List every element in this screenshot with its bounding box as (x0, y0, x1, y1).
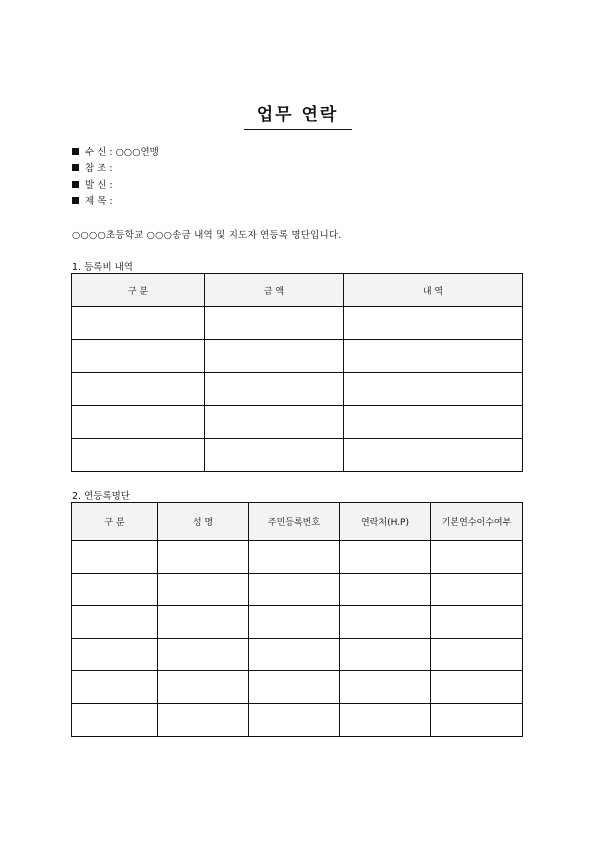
table-row (72, 373, 523, 406)
table-cell[interactable] (72, 307, 205, 340)
table-cell[interactable] (344, 340, 523, 373)
table-row (72, 638, 523, 671)
table-row (72, 439, 523, 472)
table-cell[interactable] (158, 671, 249, 704)
table-cell[interactable] (72, 606, 158, 639)
table-cell[interactable] (158, 638, 249, 671)
table-cell[interactable] (249, 606, 340, 639)
table-cell[interactable] (431, 573, 523, 606)
recipient-value: ○○○연맹 (112, 147, 159, 158)
table-cell[interactable] (72, 406, 205, 439)
table-cell[interactable] (431, 638, 523, 671)
table-row (72, 573, 523, 606)
memo-header-fields (72, 145, 159, 210)
table-cell[interactable] (158, 573, 249, 606)
table-cell[interactable] (340, 638, 431, 671)
reference-row (72, 161, 159, 177)
table-row (72, 541, 523, 574)
table-cell[interactable] (340, 541, 431, 574)
table-row (72, 606, 523, 639)
table-cell[interactable] (72, 439, 205, 472)
table-cell[interactable] (72, 671, 158, 704)
table-cell[interactable] (344, 373, 523, 406)
table-cell[interactable] (431, 703, 523, 736)
reference-label: 참 조 : (85, 163, 113, 175)
column-header-basic-training: 기본연수이수여부 (431, 503, 523, 541)
table-cell[interactable] (249, 703, 340, 736)
square-bullet-icon (72, 148, 79, 155)
column-header-category: 구 분 (72, 274, 205, 307)
sender-label: 발 신 : (85, 179, 113, 191)
registration-roster-table (71, 502, 523, 737)
table-cell[interactable] (205, 439, 344, 472)
table-cell[interactable] (72, 373, 205, 406)
column-header-category: 구 분 (72, 503, 158, 541)
table-cell[interactable] (344, 439, 523, 472)
table-cell[interactable] (340, 703, 431, 736)
table-row (72, 703, 523, 736)
title-wrapper (0, 100, 595, 130)
subject-label: 제 목 : (85, 195, 113, 207)
table-cell[interactable] (344, 406, 523, 439)
table-cell[interactable] (158, 541, 249, 574)
table-row (72, 671, 523, 704)
column-header-contact: 연락처(H.P) (340, 503, 431, 541)
table-cell[interactable] (205, 340, 344, 373)
table-cell[interactable] (249, 671, 340, 704)
column-header-amount: 금 액 (205, 274, 344, 307)
column-header-name: 성 명 (158, 503, 249, 541)
table-cell[interactable] (344, 307, 523, 340)
table-cell[interactable] (72, 573, 158, 606)
table-cell[interactable] (72, 340, 205, 373)
table-header-row (72, 274, 523, 307)
column-header-details: 내 역 (344, 274, 523, 307)
table-cell[interactable] (72, 638, 158, 671)
table-cell[interactable] (158, 606, 249, 639)
table-row (72, 406, 523, 439)
table-row (72, 340, 523, 373)
column-header-resident-number: 주민등록번호 (249, 503, 340, 541)
square-bullet-icon (72, 197, 79, 204)
table-cell[interactable] (431, 541, 523, 574)
table-cell[interactable] (158, 703, 249, 736)
square-bullet-icon (72, 164, 79, 171)
table-cell[interactable] (205, 307, 344, 340)
table-cell[interactable] (72, 703, 158, 736)
subject-row (72, 194, 159, 210)
table-cell[interactable] (431, 606, 523, 639)
table-cell[interactable] (72, 541, 158, 574)
sender-row (72, 178, 159, 194)
intro-text: ○○○○초등학교 ○○○송금 내역 및 지도자 연등록 명단입니다. (72, 230, 342, 241)
table-cell[interactable] (340, 573, 431, 606)
section2-title: 2. 연등록명단 (72, 491, 130, 502)
recipient-row (72, 145, 159, 161)
table-cell[interactable] (249, 541, 340, 574)
table-cell[interactable] (340, 606, 431, 639)
section1-title: 1. 등록비 내역 (72, 262, 133, 273)
table-cell[interactable] (340, 671, 431, 704)
table-cell[interactable] (205, 406, 344, 439)
table-cell[interactable] (249, 573, 340, 606)
table-row (72, 307, 523, 340)
recipient-label: 수 신 : (85, 147, 113, 158)
table-cell[interactable] (431, 671, 523, 704)
square-bullet-icon (72, 181, 79, 188)
table-cell[interactable] (205, 373, 344, 406)
table-header-row (72, 503, 523, 541)
document-title: 업무 연락 (244, 100, 352, 130)
registration-fee-table (71, 273, 523, 472)
table-cell[interactable] (249, 638, 340, 671)
